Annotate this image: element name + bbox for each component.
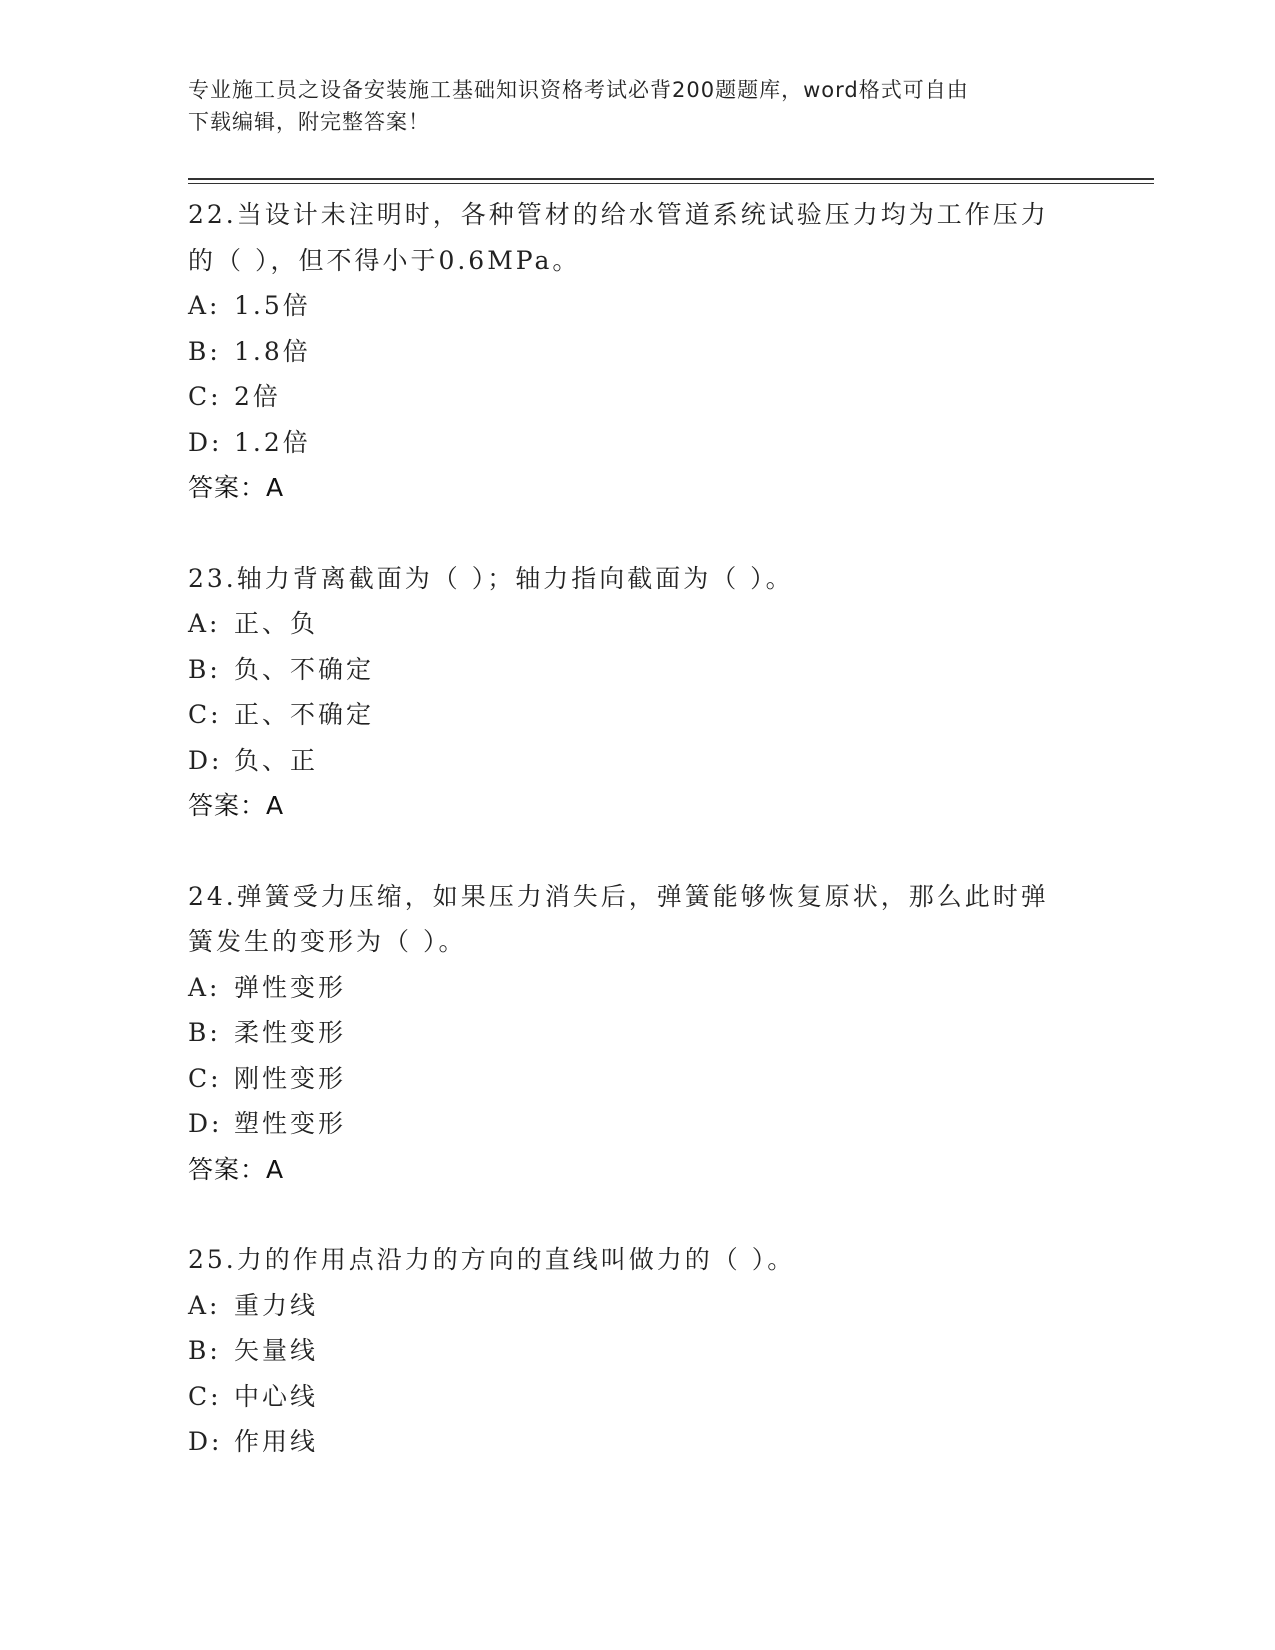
option-text: 刚性变形 [234, 1063, 347, 1093]
option-a [188, 283, 1088, 329]
option-key: B: [188, 1336, 221, 1365]
option-key: D: [188, 745, 223, 775]
question-24 [188, 874, 1088, 1193]
option-b [188, 647, 1088, 693]
option-text: 重力线 [234, 1290, 319, 1320]
option-text: 作用线 [234, 1427, 319, 1456]
option-d [188, 1101, 1088, 1147]
option-c [188, 692, 1088, 738]
option-key: C: [188, 1381, 222, 1411]
option-text: 负、不确定 [234, 654, 375, 684]
question-text: 25.力的作用点沿力的方向的直线叫做力的（ ）。 [188, 1245, 796, 1274]
document-header [188, 74, 1088, 138]
question-text: 23.轴力背离截面为（ ）；轴力指向截面为（ ）。 [188, 563, 794, 593]
answer-text: 答案：A [188, 791, 285, 820]
option-key: A: [188, 291, 221, 320]
option-text: 负、正 [234, 745, 319, 775]
question-text: 簧发生的变形为（ ）。 [188, 927, 467, 956]
option-a [188, 1283, 1088, 1329]
option-d [188, 1419, 1088, 1465]
option-text: 1.8倍 [234, 336, 311, 366]
option-b [188, 1010, 1088, 1056]
option-c [188, 374, 1088, 420]
option-a [188, 601, 1088, 647]
option-key: D: [188, 1427, 223, 1456]
option-text: 正、不确定 [234, 700, 375, 729]
option-key: B: [188, 654, 221, 684]
option-b [188, 329, 1088, 375]
option-text: 正、负 [234, 609, 319, 638]
header-line-2: 下载编辑，附完整答案！ [188, 110, 430, 134]
option-key: B: [188, 336, 221, 366]
option-text: 中心线 [234, 1381, 319, 1411]
question-text: 24.弹簧受力压缩，如果压力消失后，弹簧能够恢复原状，那么此时弹 [188, 881, 1049, 911]
option-a [188, 965, 1088, 1011]
question-22 [188, 192, 1088, 511]
option-key: C: [188, 1063, 222, 1093]
option-key: C: [188, 382, 222, 411]
question-list [188, 192, 1088, 1510]
option-key: A: [188, 1290, 221, 1320]
question-text: 的（ ），但不得小于0.6MPa。 [188, 245, 581, 275]
option-text: 1.5倍 [234, 291, 311, 320]
option-key: D: [188, 1109, 223, 1138]
option-text: 2倍 [234, 382, 281, 411]
question-text: 22.当设计未注明时，各种管材的给水管道系统试验压力均为工作压力 [188, 200, 1049, 229]
option-b [188, 1328, 1088, 1374]
option-key: A: [188, 972, 221, 1002]
option-text: 1.2倍 [234, 427, 311, 457]
option-text: 柔性变形 [234, 1018, 347, 1047]
answer-text: 答案：A [188, 473, 285, 502]
option-key: A: [188, 609, 221, 638]
option-key: B: [188, 1018, 221, 1047]
option-d [188, 738, 1088, 784]
header-divider-thick [188, 178, 1154, 180]
question-23 [188, 556, 1088, 829]
option-key: C: [188, 700, 222, 729]
option-text: 矢量线 [234, 1336, 319, 1365]
option-text: 弹性变形 [234, 972, 347, 1002]
option-key: D: [188, 427, 223, 457]
header-divider-thin [188, 183, 1154, 184]
option-text: 塑性变形 [234, 1109, 347, 1138]
answer-text: 答案：A [188, 1154, 285, 1184]
header-line-1: 专业施工员之设备安装施工基础知识资格考试必背200题题库，word格式可自由 [188, 78, 969, 102]
question-25 [188, 1237, 1088, 1465]
option-d [188, 420, 1088, 466]
option-c [188, 1056, 1088, 1102]
option-c [188, 1374, 1088, 1420]
